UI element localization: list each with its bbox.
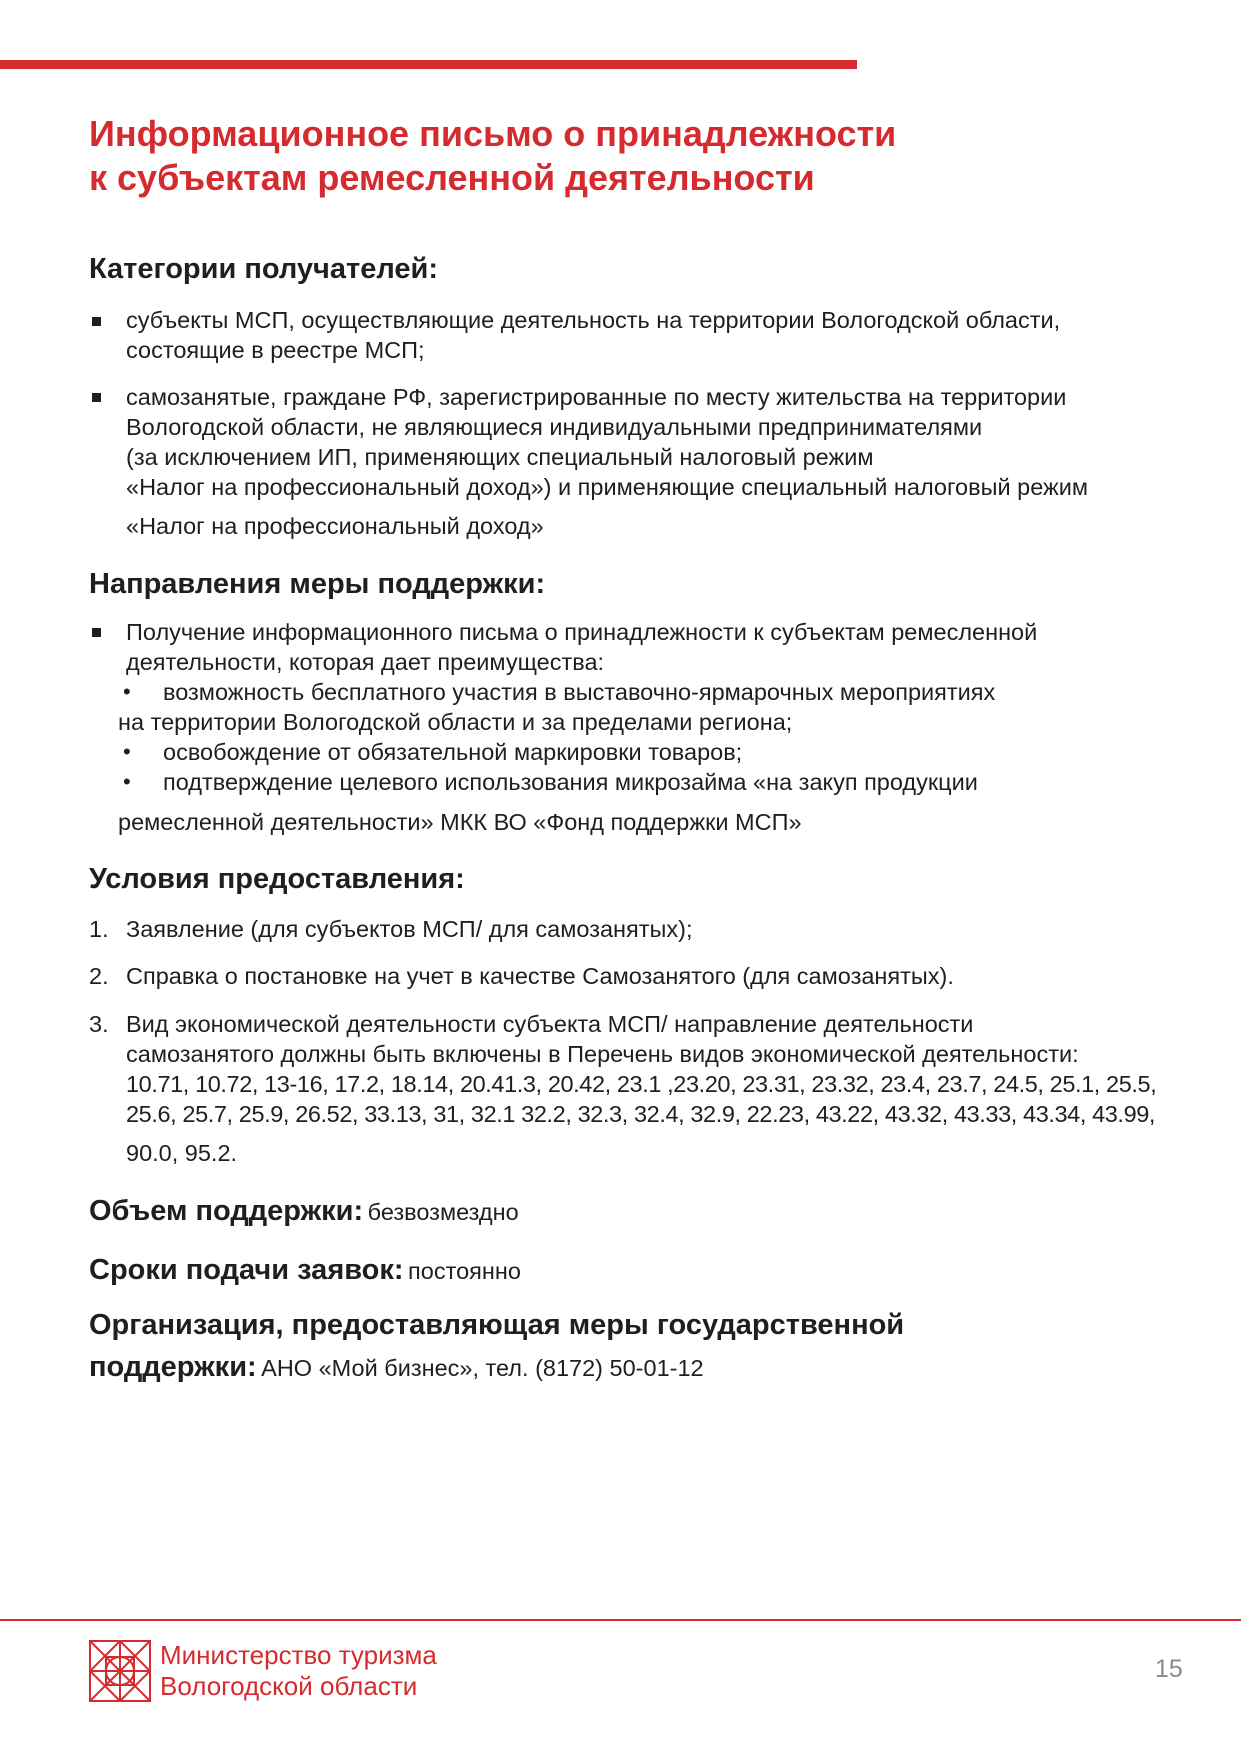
dot-bullet-icon: • [123,769,131,794]
organization-label-line: Организация, предоставляющая меры государственной [89,1309,905,1341]
footer-org-line: Министерство туризма [160,1640,437,1670]
organization-label-line: поддержки: [89,1351,257,1383]
direction-sub-item-microloan [163,767,1163,797]
footer-organization-name [160,1640,437,1702]
recipient-item-msp [126,305,1176,365]
text-line: подтверждение целевого использования микрозайма «на закуп продукции [163,769,978,795]
support-volume [89,1193,519,1229]
condition-item-certificate [126,961,1206,991]
page-title-line: Информационное письмо о принадлежности [89,113,897,154]
organization-heading [89,1307,904,1343]
directions-heading: Направления меры поддержки: [89,568,546,600]
page-title-line: к субъектам ремесленной деятельности [89,157,815,198]
text-line: на территории Вологодской области и за пределами региона; [118,709,793,735]
square-bullet-icon [92,393,101,402]
text-line: самозанятого должны быть включены в Перечень видов экономической деятельности: [126,1041,1079,1067]
text-line: «Налог на профессиональный доход») и применяющие специальный налоговый режим [126,474,1089,500]
square-bullet-icon [92,317,101,326]
page-number: 15 [1155,1655,1183,1683]
recipient-item-self-employed [126,382,1206,541]
conditions-heading: Условия предоставления: [89,863,465,895]
text-line: Справка о постановке на учет в качестве Самозанятого (для самозанятых). [126,963,954,989]
application-deadline [89,1252,521,1288]
direction-sub-item-participation-cont [118,707,1168,737]
organization-contact-value: АНО «Мой бизнес», тел. (8172) 50-01-12 [261,1355,704,1381]
ministry-emblem-icon [89,1640,151,1702]
direction-sub-item-microloan-cont [118,807,1168,837]
page-title [89,112,1149,200]
text-line: состоящие в реестре МСП; [126,337,425,363]
text-line: Вид экономической деятельности субъекта МСП/ направление деятельности [126,1011,974,1037]
square-bullet-icon [92,628,101,637]
text-line: освобождение от обязательной маркировки товаров; [163,739,743,765]
text-line: 10.71, 10.72, 13-16, 17.2, 18.14, 20.41.3, 20.42, 23.1 ,23.20, 23.31, 23.32, 23.4, 23.7, 24.5, 25.1, 25.5, [126,1071,1157,1097]
support-volume-value: безвозмездно [367,1199,519,1225]
text-line: ремесленной деятельности» МКК ВО «Фонд поддержки МСП» [118,809,802,835]
text-line: Получение информационного письма о принадлежности к субъектам ремесленной [126,619,1038,645]
text-line: Заявление (для субъектов МСП/ для самозанятых); [126,916,693,942]
organization-info [89,1349,704,1385]
dot-bullet-icon: • [123,679,131,704]
support-volume-label: Объем поддержки: [89,1195,364,1227]
condition-number: 2. [89,963,109,989]
footer-accent-rule [0,1619,1241,1621]
direction-sub-item-marking [163,737,1163,767]
condition-item-activity-codes [126,1009,1226,1168]
condition-number: 1. [89,916,109,942]
top-accent-rule [0,60,857,69]
text-line: деятельности, которая дает преимущества: [126,649,605,675]
text-line: 90.0, 95.2. [126,1140,238,1166]
text-line: «Налог на профессиональный доход» [126,513,544,539]
application-deadline-value: постоянно [408,1258,521,1284]
application-deadline-label: Сроки подачи заявок: [89,1254,404,1286]
direction-sub-item-participation [163,677,1163,707]
direction-main-item [126,617,1176,677]
text-line: (за исключением ИП, применяющих специальный налоговый режим [126,444,874,470]
text-line: Вологодской области, не являющиеся индивидуальными предпринимателями [126,414,983,440]
recipients-heading: Категории получателей: [89,253,438,285]
footer-org-line: Вологодской области [160,1671,418,1701]
text-line: 25.6, 25.7, 25.9, 26.52, 33.13, 31, 32.1 32.2, 32.3, 32.4, 32.9, 22.23, 43.22, 43.32, 43.33, 43.34, 43.99, [126,1101,1156,1127]
text-line: самозанятые, граждане РФ, зарегистрированные по месту жительства на территории [126,384,1067,410]
dot-bullet-icon: • [123,739,131,764]
condition-item-application [126,914,1176,944]
condition-number: 3. [89,1011,109,1037]
text-line: субъекты МСП, осуществляющие деятельность на территории Вологодской области, [126,307,1061,333]
text-line: возможность бесплатного участия в выставочно-ярмарочных мероприятиях [163,679,996,705]
